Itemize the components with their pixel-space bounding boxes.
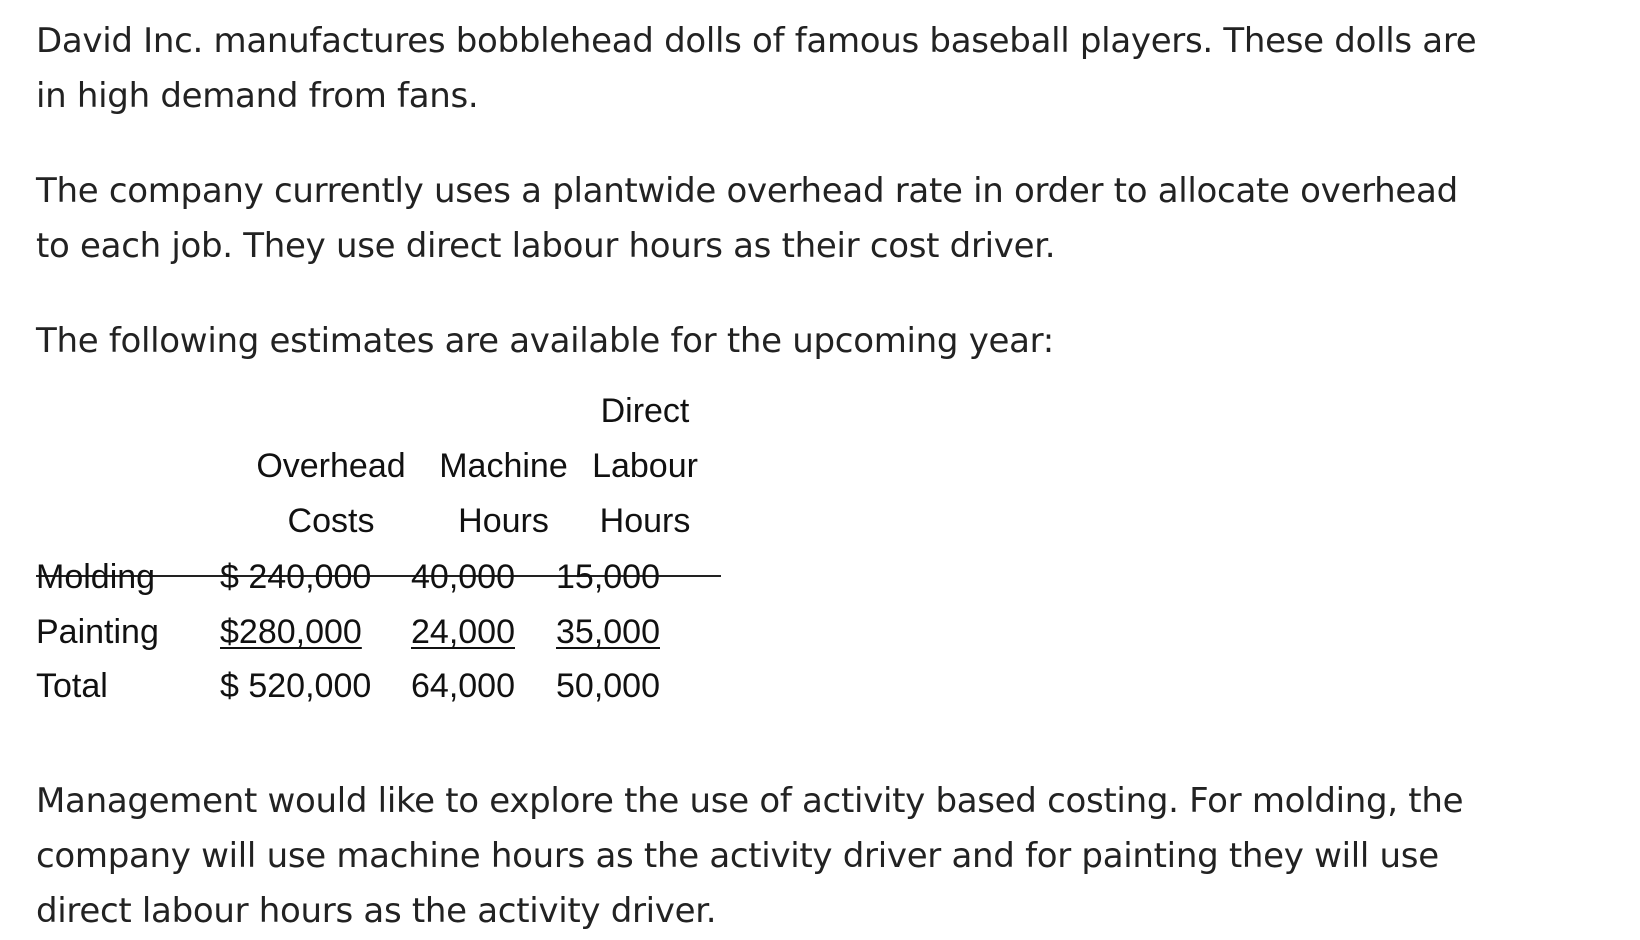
intro-line-2: in high demand from fans. bbox=[36, 76, 479, 116]
intro-line-1: David Inc. manufactures bobblehead dolls of famous baseball players. These dolls are bbox=[36, 21, 1477, 61]
row-label-molding: Molding bbox=[36, 558, 156, 596]
header-overhead-line-1: Overhead bbox=[256, 447, 406, 485]
abc-line-1: Management would like to explore the use of activity based costing. For molding, the bbox=[36, 781, 1464, 821]
header-overhead-line-2: Costs bbox=[287, 502, 375, 540]
header-labour-line-3: Hours bbox=[599, 502, 691, 540]
header-machine-line-1: Machine bbox=[439, 447, 568, 485]
abc-line-2: company will use machine hours as the activity driver and for painting they will use bbox=[36, 836, 1439, 876]
abc-line-3: direct labour hours as the activity driver. bbox=[36, 891, 717, 931]
cell-painting-labour: 35,000 bbox=[556, 613, 660, 651]
cell-painting-machine: 24,000 bbox=[411, 613, 515, 651]
cell-molding-overhead: $ 240,000 bbox=[220, 558, 372, 596]
estimates-paragraph bbox=[36, 314, 1054, 369]
rate-paragraph bbox=[36, 164, 1458, 274]
cell-total-machine: 64,000 bbox=[411, 667, 515, 705]
header-machine-line-2: Hours bbox=[458, 502, 549, 540]
header-labour-line-1: Direct bbox=[600, 392, 690, 430]
rate-line-1: The company currently uses a plantwide overhead rate in order to allocate overhead bbox=[36, 171, 1458, 211]
intro-paragraph bbox=[36, 14, 1476, 124]
cell-molding-labour: 15,000 bbox=[556, 558, 660, 596]
row-label-painting: Painting bbox=[36, 613, 159, 651]
cell-painting-overhead: $280,000 bbox=[220, 613, 362, 651]
rate-line-2: to each job. They use direct labour hours as their cost driver. bbox=[36, 226, 1056, 266]
cell-total-overhead: $ 520,000 bbox=[220, 667, 372, 705]
row-label-total: Total bbox=[36, 667, 108, 705]
cell-molding-machine: 40,000 bbox=[411, 558, 515, 596]
estimates-line: The following estimates are available for the upcoming year: bbox=[36, 321, 1054, 361]
header-labour-line-2: Labour bbox=[592, 447, 698, 485]
abc-paragraph bbox=[36, 774, 1463, 939]
cell-total-labour: 50,000 bbox=[556, 667, 660, 705]
